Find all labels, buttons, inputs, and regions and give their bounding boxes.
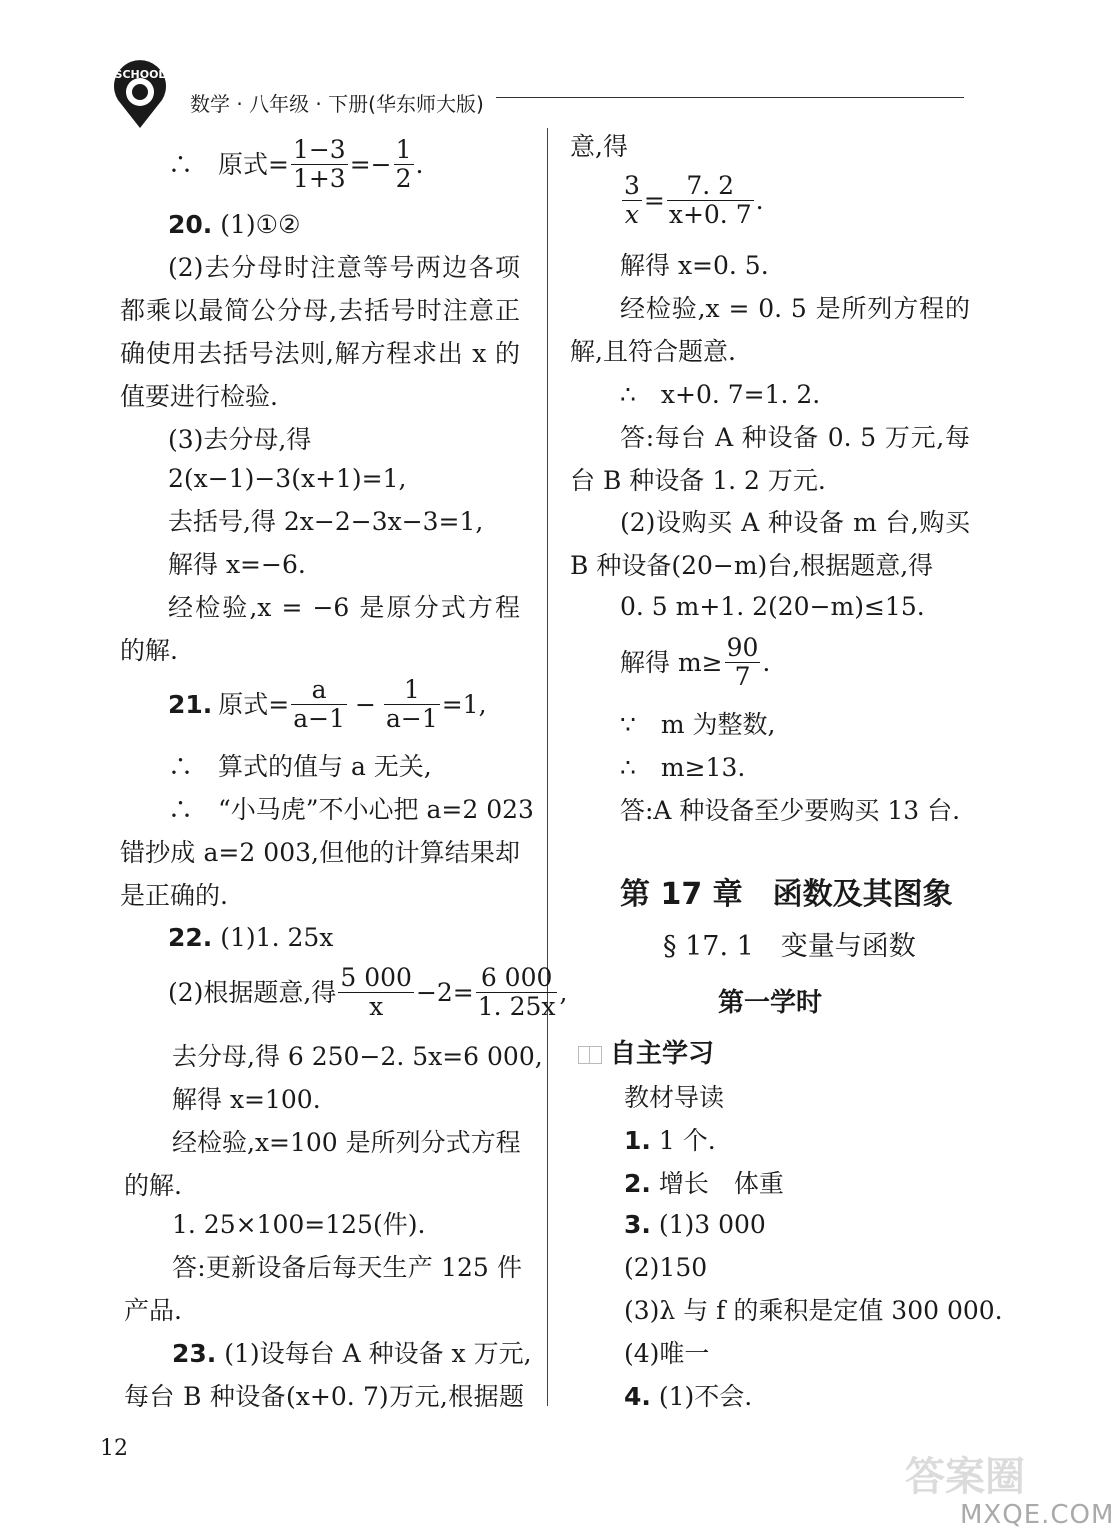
fraction: $\frac{5 000}{x}$ (340, 963, 412, 1021)
q20-line: 的解. (120, 636, 178, 665)
lesson-title: 第一学时 (718, 988, 823, 1018)
right-equation: $\frac{3}{x}$ = $\frac{7. 2}{x+0. 7}$ . (624, 171, 764, 229)
answer-4: 4. (1)不会. (624, 1382, 753, 1411)
q22-line: 答:更新设备后每天生产 125 件 (172, 1253, 522, 1282)
question-22: 22. (1)1. 25x (168, 923, 334, 952)
page-number: 12 (100, 1436, 128, 1461)
answer-2: 2. 增长 体重 (624, 1169, 784, 1198)
right-line: 台 B 种设备 1. 2 万元. (570, 466, 826, 495)
q23-line: 每台 B 种设备(x+0. 7)万元,根据题 (124, 1382, 524, 1411)
q21-line: ∴ 算式的值与 a 无关, (168, 752, 432, 781)
q20-line: 都乘以最简公分母,去括号时注意正 (120, 296, 520, 325)
guide-heading: 教材导读 (624, 1083, 725, 1112)
right-line: 解得 x=0. 5. (620, 251, 769, 280)
fraction: $\frac{1-3}{1+3}$ (292, 135, 346, 193)
right-line: 答:每台 A 种设备 0. 5 万元,每 (620, 423, 970, 452)
right-line: 经检验,x = 0. 5 是所列方程的 (620, 294, 970, 323)
q20-line: 确使用去括号法则,解方程求出 x 的 (120, 339, 520, 368)
right-line: 答:A 种设备至少要购买 13 台. (620, 796, 961, 825)
fraction: $\frac{3}{x}$ (624, 171, 640, 229)
q20-line: 经检验,x = −6 是原分式方程 (168, 593, 520, 622)
watermark-mark: 答案圈 (905, 1454, 1025, 1500)
study-heading: 自主学习 (578, 1037, 714, 1071)
right-line: ∴ x+0. 7=1. 2. (620, 380, 821, 409)
answer-3-part: (4)唯一 (624, 1339, 710, 1368)
answer-3-part: (3)λ 与 f 的乘积是定值 300 000. (624, 1296, 1003, 1325)
fraction: $\frac{1}{a-1}$ (385, 675, 438, 733)
chapter-title: 第 17 章 函数及其图象 (620, 877, 953, 912)
q20-line: 2(x−1)−3(x+1)=1, (168, 464, 407, 493)
answer-1: 1. 1 个. (624, 1126, 716, 1155)
q20-line: 解得 x=−6. (168, 550, 306, 579)
q20-line: 值要进行检验. (120, 382, 278, 411)
fraction: $\frac{90}{7}$ (726, 633, 759, 691)
fraction: $\frac{a}{a-1}$ (293, 675, 346, 733)
answer-3-part: (2)150 (624, 1253, 708, 1282)
header-rule (496, 97, 964, 98)
right-line: ∵ m 为整数, (620, 710, 776, 739)
q21-line: ∴ “小马虎”不小心把 a=2 023 (168, 795, 534, 824)
fraction: $\frac{1}{2}$ (395, 135, 412, 193)
q21-line: 是正确的. (120, 881, 228, 910)
section-title: § 17. 1 变量与函数 (663, 931, 916, 962)
q22-equation: (2)根据题意,得 $\frac{5 000}{x}$ −2= $\frac{6 000}{1. 25x}$ , (168, 963, 568, 1021)
question-21: 21. 原式= $\frac{a}{a-1}$ − $\frac{1}{a-1}$ =1, (168, 675, 487, 733)
question-20: 20. (1)①② (168, 210, 301, 239)
q22-line: 的解. (124, 1171, 182, 1200)
q20-line: (2)去分母时注意等号两边各项 (168, 253, 520, 282)
question-23: 23. (1)设每台 A 种设备 x 万元, (172, 1339, 532, 1368)
right-line: B 种设备(20−m)台,根据题意,得 (570, 551, 934, 580)
fraction: $\frac{6 000}{1. 25x}$ (477, 963, 556, 1021)
left-line-1: ∴ 原式= $\frac{1-3}{1+3}$ =− $\frac{1}{2}$ . (168, 135, 424, 193)
fraction: $\frac{7. 2}{x+0. 7}$ (668, 171, 752, 229)
right-inequality: 解得 m≥ $\frac{90}{7}$ . (620, 633, 771, 691)
q21-line: 错抄成 a=2 003,但他的计算结果却 (120, 838, 520, 867)
right-line: (2)设购买 A 种设备 m 台,购买 (620, 508, 970, 537)
column-divider (547, 128, 548, 1406)
q20-line: (3)去分母,得 (168, 425, 312, 454)
header-title: 数学 · 八年级 · 下册(华东师大版) (190, 92, 484, 116)
book-icon (578, 1046, 602, 1064)
right-line: ∴ m≥13. (620, 753, 746, 782)
right-line: 解,且符合题意. (570, 337, 736, 366)
watermark-text: MXQE.COM (960, 1500, 1114, 1530)
q20-line: 去括号,得 2x−2−3x−3=1, (168, 507, 484, 536)
logo-text: SCHOOL (114, 68, 166, 81)
q22-line: 去分母,得 6 250−2. 5x=6 000, (172, 1042, 543, 1071)
right-line: 0. 5 m+1. 2(20−m)≤15. (620, 592, 925, 621)
q22-line: 解得 x=100. (172, 1085, 321, 1114)
answer-3: 3. (1)3 000 (624, 1210, 766, 1239)
school-logo (100, 66, 180, 136)
right-line: 意,得 (570, 132, 628, 161)
q22-line: 1. 25×100=125(件). (172, 1210, 426, 1239)
q22-line: 产品. (124, 1296, 182, 1325)
q22-line: 经检验,x=100 是所列分式方程 (172, 1128, 521, 1157)
